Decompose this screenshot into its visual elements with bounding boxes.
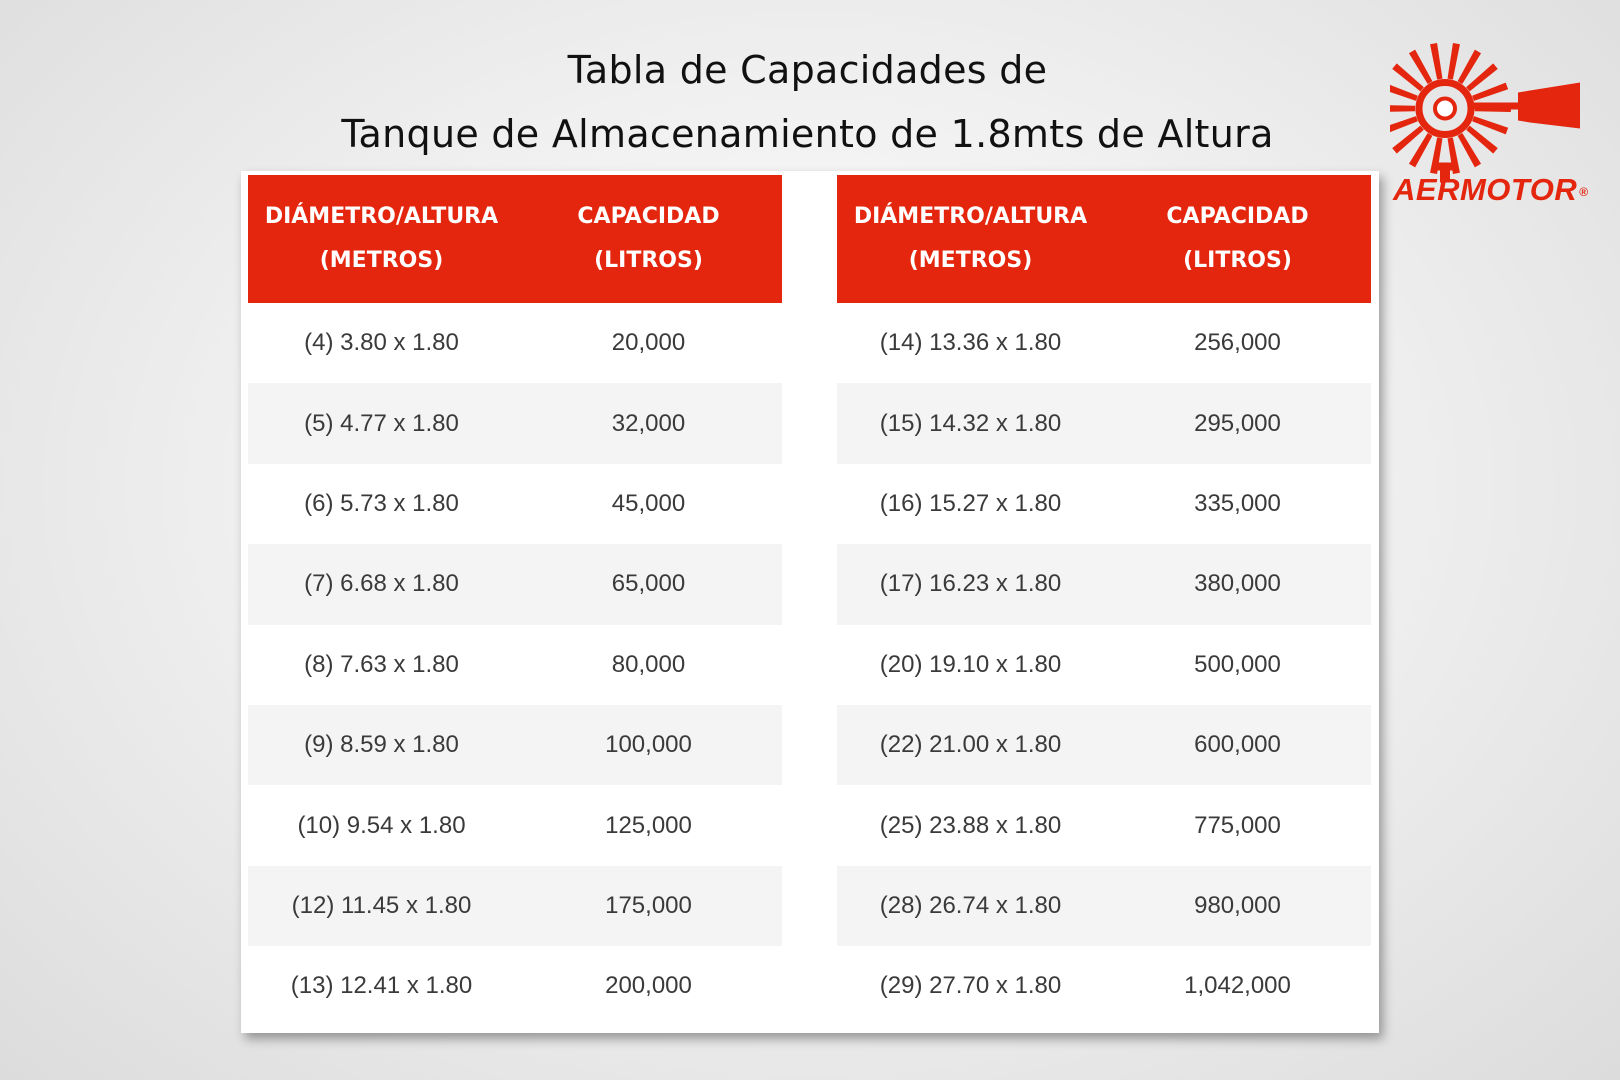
table-header: [248, 175, 782, 303]
size-cell: (16) 15.27 x 1.80: [879, 489, 1062, 517]
capacity-table-left: [248, 175, 782, 1027]
capacity-cell: 335,000: [1194, 489, 1281, 517]
capacity-cell: 500,000: [1194, 650, 1281, 678]
capacity-table-card: [241, 171, 1379, 1033]
size-cell: (29) 27.70 x 1.80: [879, 972, 1062, 1000]
capacity-cell: 125,000: [605, 811, 692, 839]
capacity-cell: 600,000: [1194, 731, 1281, 759]
header-capacity-label: CAPACIDAD: [577, 204, 720, 229]
header-capacity: [1104, 175, 1371, 303]
header-diameter-label: DIÁMETRO/ALTURA: [853, 204, 1088, 229]
table-row: [248, 625, 782, 705]
capacity-cell: 295,000: [1194, 409, 1281, 437]
table-header: [837, 175, 1371, 303]
size-cell: (20) 19.10 x 1.80: [879, 650, 1062, 678]
capacity-cell: 1,042,000: [1184, 972, 1291, 1000]
capacity-cell: 200,000: [605, 972, 692, 1000]
table-row: [837, 464, 1371, 544]
capacity-cell: 65,000: [611, 570, 686, 598]
size-cell: (17) 16.23 x 1.80: [879, 570, 1062, 598]
table-row: [248, 705, 782, 785]
size-cell: (5) 4.77 x 1.80: [304, 409, 459, 437]
table-row: [837, 785, 1371, 865]
table-row: [837, 544, 1371, 624]
table-row: [837, 383, 1371, 463]
windmill-blade: [1472, 83, 1508, 101]
capacity-cell: 32,000: [611, 409, 686, 437]
header-diameter: [248, 175, 515, 303]
capacity-cell: 980,000: [1194, 891, 1281, 919]
table-row: [248, 303, 782, 383]
size-cell: (13) 12.41 x 1.80: [290, 972, 473, 1000]
capacity-cell: 80,000: [611, 650, 686, 678]
header-diameter-label: DIÁMETRO/ALTURA: [264, 204, 499, 229]
table-row: [248, 383, 782, 463]
size-cell: (12) 11.45 x 1.80: [291, 891, 472, 919]
size-cell: (8) 7.63 x 1.80: [304, 650, 459, 678]
page-title-line1: Tabla de Capacidades de: [567, 48, 1048, 92]
capacity-cell: 45,000: [611, 489, 686, 517]
table-row: [248, 785, 782, 865]
table-row: [837, 705, 1371, 785]
table-row: [837, 866, 1371, 946]
page-title-line2: Tanque de Almacenamiento de 1.8mts de Altura: [341, 112, 1274, 156]
header-diameter-unit: (METROS): [908, 248, 1033, 273]
size-cell: (10) 9.54 x 1.80: [297, 811, 466, 839]
header-capacity: [515, 175, 782, 303]
capacity-table-right: [837, 175, 1371, 1027]
brand-name: AERMOTOR: [1393, 172, 1578, 207]
header-capacity-unit: (LITROS): [1183, 248, 1292, 273]
header-diameter: [837, 175, 1104, 303]
table-row: [248, 866, 782, 946]
size-cell: (25) 23.88 x 1.80: [879, 811, 1062, 839]
size-cell: (14) 13.36 x 1.80: [879, 329, 1062, 357]
windmill-blade: [1430, 43, 1442, 80]
brand-logo-text: [1393, 172, 1608, 208]
size-cell: (6) 5.73 x 1.80: [304, 489, 459, 517]
table-row: [248, 544, 782, 624]
table-row: [837, 625, 1371, 705]
capacity-cell: 256,000: [1194, 329, 1281, 357]
header-capacity-unit: (LITROS): [594, 248, 703, 273]
size-cell: (9) 8.59 x 1.80: [304, 731, 459, 759]
capacity-cell: 175,000: [605, 891, 692, 919]
windmill-blade: [1472, 116, 1508, 134]
size-cell: (28) 26.74 x 1.80: [879, 891, 1062, 919]
registered-mark: ®: [1579, 184, 1589, 199]
size-cell: (22) 21.00 x 1.80: [879, 731, 1062, 759]
table-row: [248, 464, 782, 544]
size-cell: (7) 6.68 x 1.80: [304, 570, 459, 598]
capacity-cell: 20,000: [611, 329, 686, 357]
size-cell: (15) 14.32 x 1.80: [879, 409, 1062, 437]
capacity-cell: 775,000: [1194, 811, 1281, 839]
windmill-blade: [1390, 105, 1415, 112]
capacity-cell: 380,000: [1194, 570, 1281, 598]
table-row: [837, 303, 1371, 383]
capacity-cell: 100,000: [605, 731, 692, 759]
table-row: [248, 946, 782, 1026]
size-cell: (4) 3.80 x 1.80: [304, 329, 459, 357]
header-diameter-unit: (METROS): [319, 248, 444, 273]
windmill-blade: [1448, 43, 1460, 80]
table-row: [837, 946, 1371, 1026]
header-capacity-label: CAPACIDAD: [1166, 204, 1309, 229]
